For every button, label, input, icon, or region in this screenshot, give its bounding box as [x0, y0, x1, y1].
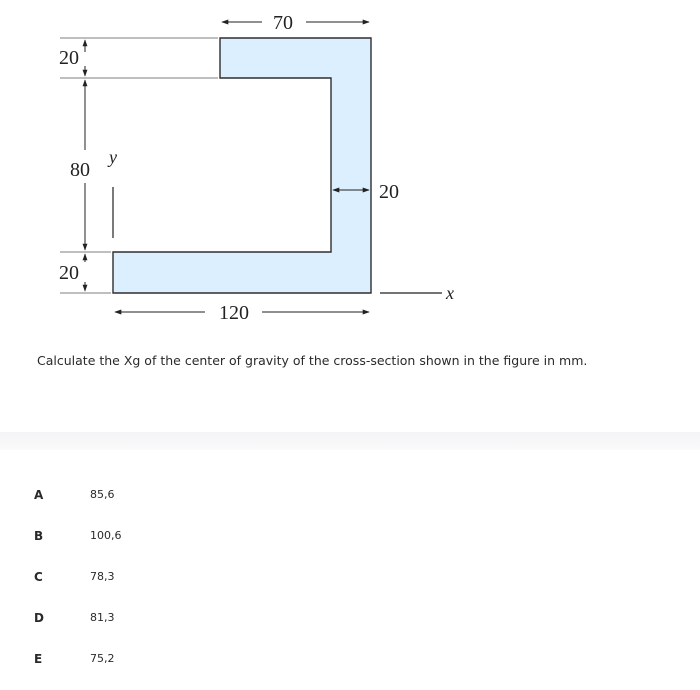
option-value: 81,3 — [90, 611, 115, 624]
option-e[interactable] — [0, 634, 700, 675]
option-b[interactable] — [0, 511, 700, 552]
y-axis-label: y — [109, 147, 117, 167]
section-divider — [0, 432, 700, 450]
option-value: 75,2 — [90, 652, 115, 665]
option-c[interactable] — [0, 552, 700, 593]
option-a[interactable] — [0, 470, 700, 511]
x-axis-label: x — [446, 283, 454, 303]
option-letter: E — [34, 652, 43, 666]
option-value: 85,6 — [90, 488, 115, 501]
option-value: 78,3 — [90, 570, 115, 583]
answer-options — [0, 470, 700, 675]
dim-label-middle-height: 80 — [70, 159, 90, 181]
option-letter: C — [34, 570, 43, 584]
cross-section-shape — [113, 38, 371, 293]
option-d[interactable] — [0, 593, 700, 634]
dim-label-bottom-width: 120 — [219, 302, 249, 324]
dim-label-top-thickness: 20 — [59, 47, 79, 69]
option-value: 100,6 — [90, 529, 122, 542]
option-letter: A — [34, 488, 44, 502]
dim-label-bottom-thickness: 20 — [59, 262, 79, 284]
cross-section-figure — [0, 0, 700, 340]
dim-label-top-width: 70 — [273, 12, 293, 34]
option-letter: D — [34, 611, 44, 625]
option-letter: B — [34, 529, 44, 543]
question-text: Calculate the Xg of the center of gravity of the cross-section shown in the figure in mm. — [37, 353, 588, 368]
dim-label-web-thickness: 20 — [379, 181, 399, 203]
